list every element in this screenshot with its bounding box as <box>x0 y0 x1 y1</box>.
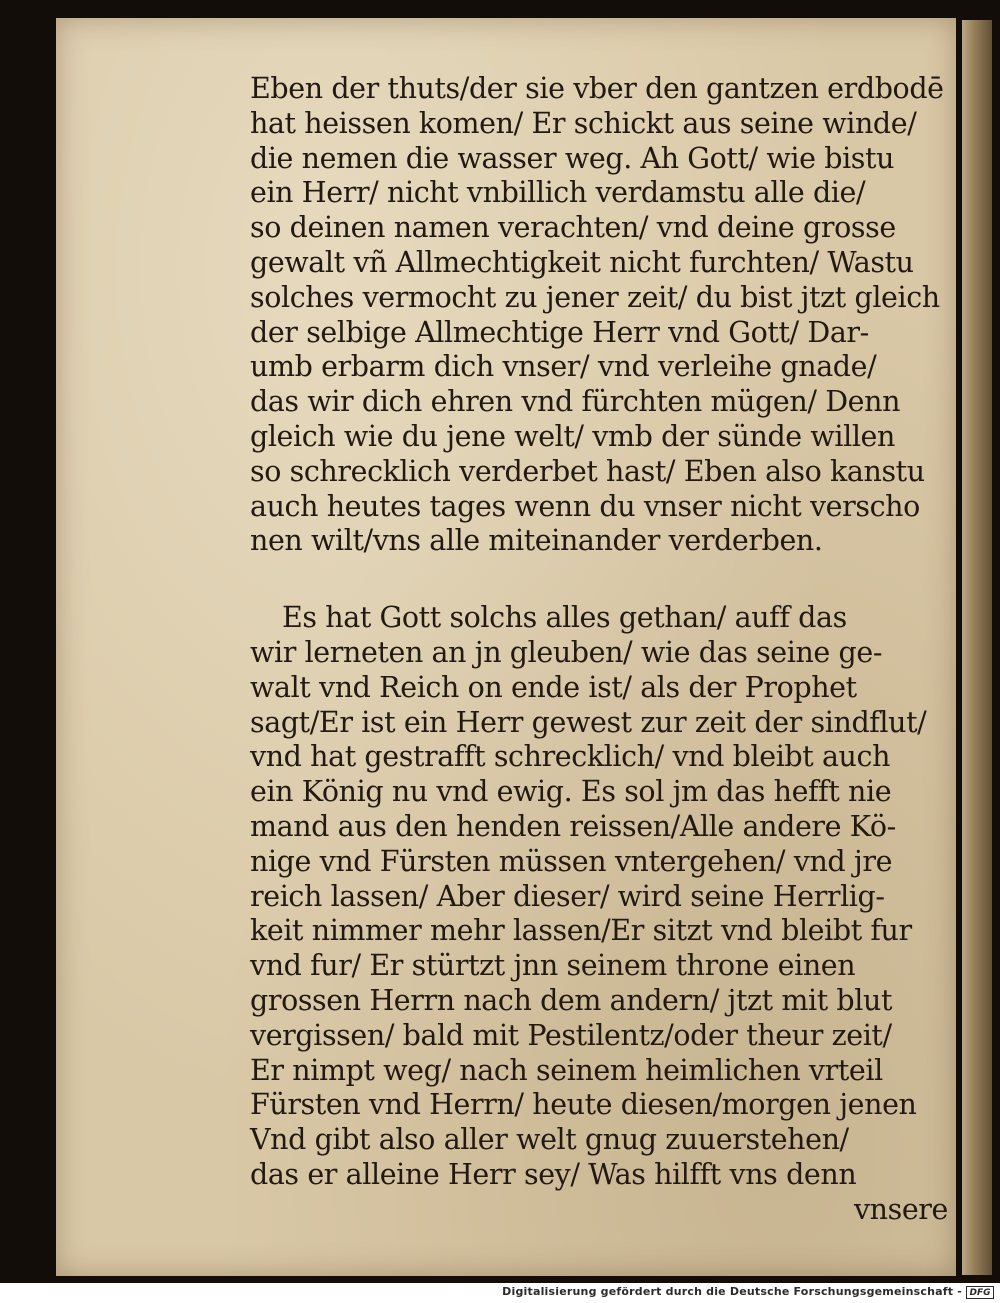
text-line: vnd hat gestrafft schrecklich/ vnd bleibt auch <box>250 740 891 774</box>
footer-bar <box>0 1283 1000 1303</box>
page-text <box>250 72 950 1228</box>
text-line: ein König nu vnd ewig. Es sol jm das hefft nie <box>250 775 892 809</box>
text-line: das er alleine Herr sey/ Was hilfft vns denn <box>250 1157 857 1191</box>
text-line: vergissen/ bald mit Pestilentz/oder theur zeit/ <box>250 1018 892 1052</box>
text-line: nige vnd Fürsten müssen vntergehen/ vnd jre <box>250 844 893 878</box>
text-line: vnd fur/ Er stürtzt jnn seinem throne einen <box>250 949 856 983</box>
text-line: umb erbarm dich vnser/ vnd verleihe gnade/ <box>250 350 877 384</box>
text-line: nen wilt/vns alle miteinander verderben. <box>250 524 823 558</box>
text-line: so schrecklich verderbet hast/ Eben also kanstu <box>250 454 925 488</box>
text-line: sagt/Er ist ein Herr gewest zur zeit der sindflut/ <box>250 705 927 739</box>
catchword: vnsere <box>853 1192 948 1226</box>
text-line: Er nimpt weg/ nach seinem heimlichen vrteil <box>250 1053 883 1087</box>
text-line: mand aus den henden reissen/Alle andere Kö- <box>250 809 896 843</box>
text-line: walt vnd Reich on ende ist/ als der Prophet <box>250 670 857 704</box>
paragraph-1 <box>250 72 950 559</box>
text-line: so deinen namen verachten/ vnd deine grosse <box>250 211 896 245</box>
text-line: wir lerneten an jn gleuben/ wie das seine ge- <box>250 635 883 669</box>
dfg-logo-icon: DFG <box>966 1286 994 1299</box>
text-line: Eben der thuts/der sie vber den gantzen erdbodē <box>250 72 944 105</box>
text-line: Vnd gibt also aller welt gnug zuuerstehen/ <box>250 1123 849 1157</box>
page-edge <box>962 20 992 1275</box>
text-line: keit nimmer mehr lassen/Er sitzt vnd bleibt fur <box>250 914 912 948</box>
text-line: solches vermocht zu jener zeit/ du bist jtzt gleich <box>250 280 940 314</box>
text-line: die nemen die wasser weg. Ah Gott/ wie bistu <box>250 141 895 175</box>
text-line: ein Herr/ nicht vnbillich verdamstu alle die/ <box>250 176 866 210</box>
text-line: gewalt vñ Allmechtigkeit nicht furchten/ Wastu <box>250 245 914 279</box>
text-line: das wir dich ehren vnd fürchten mügen/ Denn <box>250 385 901 419</box>
text-line: Es hat Gott solchs alles gethan/ auff das <box>282 601 847 635</box>
text-line: grossen Herrn nach dem andern/ jtzt mit blut <box>250 983 892 1017</box>
text-line: auch heutes tages wenn du vnser nicht verscho <box>250 489 920 523</box>
text-line: Fürsten vnd Herrn/ heute diesen/morgen jenen <box>250 1088 917 1122</box>
text-line: reich lassen/ Aber dieser/ wird seine Herrlig- <box>250 879 885 913</box>
text-line: gleich wie du jene welt/ vmb der sünde willen <box>250 419 895 453</box>
funding-credit: Digitalisierung gefördert durch die Deutsche Forschungsgemeinschaft - <box>502 1285 962 1298</box>
paragraph-2 <box>250 601 950 1227</box>
text-line: der selbige Allmechtige Herr vnd Gott/ Dar- <box>250 315 869 349</box>
text-line: hat heissen komen/ Er schickt aus seine winde/ <box>250 106 917 140</box>
